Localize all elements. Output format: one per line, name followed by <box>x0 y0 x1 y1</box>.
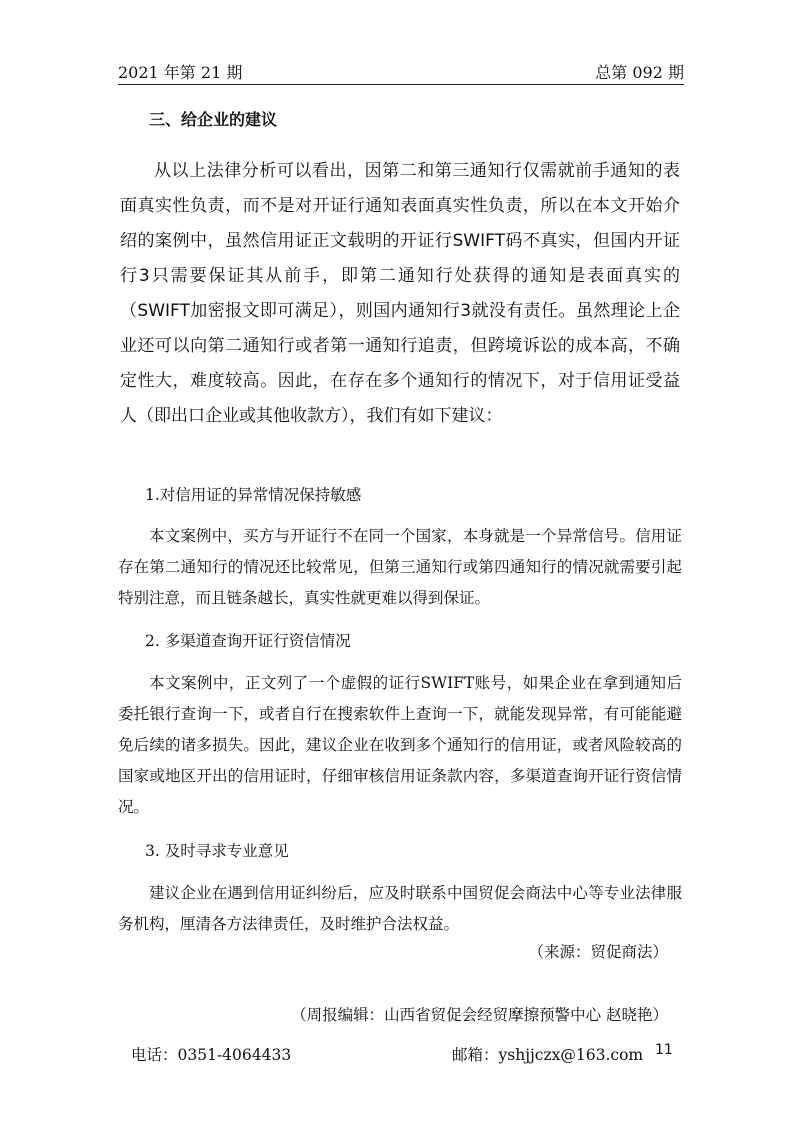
footer-phone: 电话：0351-4064433 <box>131 1046 292 1064</box>
intro-paragraph: 从以上法律分析可以看出，因第二和第三通知行仅需就前手通知的表面真实性负责，而不是对开证行通知表面真实性负责，所以在本文开始介绍的案例中，虽然信用证正文载明的开证行SWIFT码不真实，但国内开证行3只需要保证其从前手，即第二通知行处获得的通知是表面真实的（SWIFT加密报文即可满足），则国内通知行3就没有责任。虽然理论上企业还可以向第二通知行或者第一通知行追责，但跨境诉讼的成本高，不确定性大，难度较高。因此，在存在多个通知行的情况下，对于信用证受益人（即出口企业或其他收款方），我们有如下建议： <box>120 161 680 426</box>
source-note: （来源：贸促商法） <box>528 943 668 961</box>
suggestion-heading-2: 2. 多渠道查询开证行资信情况 <box>145 632 351 650</box>
suggestion-body-1: 本文案例中，买方与开证行不在同一个国家，本身就是一个异常信号。信用证存在第二通知行的情况还比较常见，但第三通知行或第四通知行的情况就需要引起特别注意，而且链条越长，真实性就更难以得到保证。 <box>118 527 682 607</box>
footer-email: 邮箱：yshjjczx@163.com <box>452 1046 644 1064</box>
page-number: 11 <box>655 1042 673 1058</box>
suggestion-body-2: 本文案例中，正文列了一个虚假的证行SWIFT账号，如果企业在拿到通知后委托银行查询一下，或者自行在搜索软件上查询一下，就能发现异常，有可能能避免后续的诸多损失。因此，建议企业在收到多个通知行的信用证，或者风险较高的国家或地区开出的信用证时，仔细审核信用证条款内容，多渠道查询开证行资信情况。 <box>118 674 682 816</box>
editor-note: （周报编辑：山西省贸促会经贸摩擦预警中心 赵晓艳） <box>291 1006 668 1024</box>
issue-number: 2021 年第 21 期 <box>118 63 243 82</box>
suggestion-body-3: 建议企业在遇到信用证纠纷后，应及时联系中国贸促会商法中心等专业法律服务机构，厘清各方法律责任，及时维护合法权益。 <box>118 884 682 933</box>
total-issue-number: 总第 092 期 <box>595 63 684 82</box>
page-header <box>118 58 684 85</box>
suggestion-heading-3: 3. 及时寻求专业意见 <box>145 842 289 860</box>
suggestion-heading-1: 1.对信用证的异常情况保持敏感 <box>145 486 362 504</box>
section-title: 三、给企业的建议 <box>149 110 278 129</box>
